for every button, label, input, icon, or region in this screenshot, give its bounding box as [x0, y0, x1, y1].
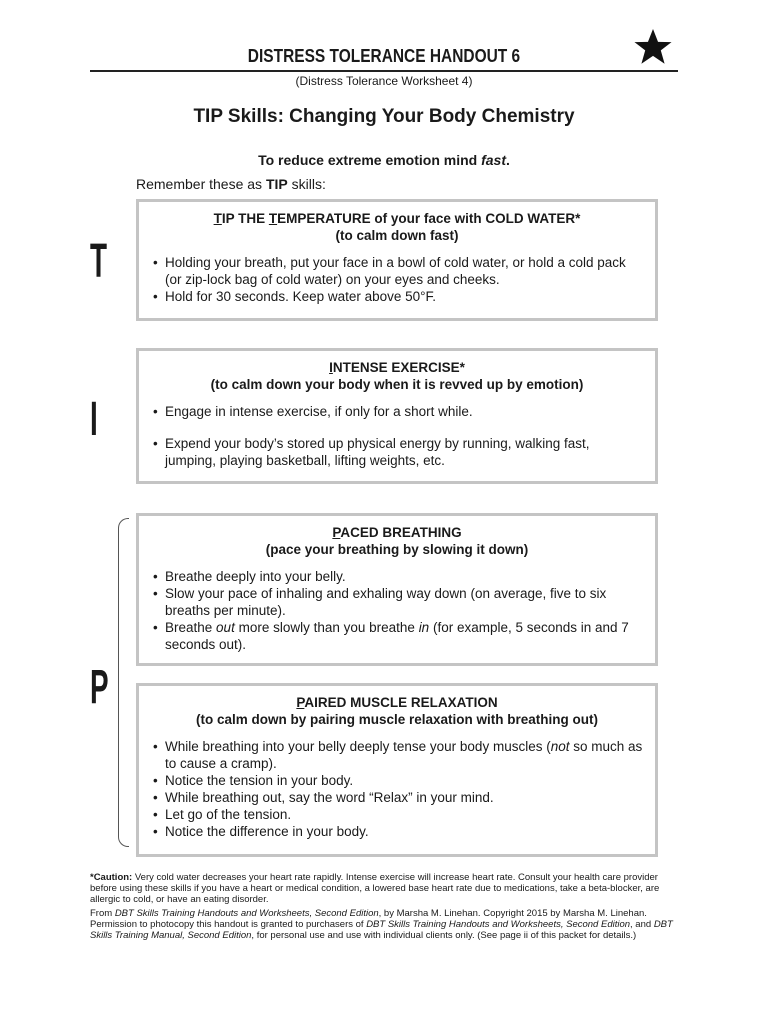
- list-item: • Notice the difference in your body.: [151, 823, 643, 840]
- exercise-heading: INTENSE EXERCISE*: [329, 360, 465, 375]
- letter-i: I: [90, 393, 98, 446]
- letter-t: T: [90, 235, 108, 288]
- breathing-heading: PACED BREATHING: [332, 525, 462, 540]
- page-title: TIP Skills: Changing Your Body Chemistry: [193, 106, 575, 127]
- letter-p: P: [90, 661, 109, 714]
- list-item: • Let go of the tension.: [151, 806, 643, 823]
- exercise-subheading: (to calm down your body when it is revved up by emotion): [210, 377, 584, 392]
- temperature-list: [151, 254, 643, 305]
- relaxation-heading: PAIRED MUSCLE RELAXATION: [296, 695, 498, 710]
- list-item: • Expend your body’s stored up physical energy by running, walking fast, jumping, playing basketball, lifting weights, etc.: [151, 435, 643, 469]
- exercise-box: [136, 348, 658, 484]
- list-item: • Engage in intense exercise, if only for a short while.: [151, 403, 643, 420]
- temperature-heading: TIP THE TEMPERATURE of your face with COLD WATER*: [213, 211, 581, 226]
- relaxation-subheading: (to calm down by pairing muscle relaxation with breathing out): [195, 712, 599, 727]
- list-item: • Holding your breath, put your face in a bowl of cold water, or hold a cold pack (or zip-lock bag of cold water) on your eyes and cheeks.: [151, 254, 643, 288]
- list-item: • While breathing into your belly deeply tense your body muscles (not so much as to cause a cramp).: [151, 738, 643, 772]
- temperature-subheading: (to calm down fast): [335, 228, 459, 243]
- list-item: • Slow your pace of inhaling and exhaling way down (on average, five to six breaths per minute).: [151, 585, 643, 619]
- exercise-list: [151, 403, 643, 469]
- handout-title: DISTRESS TOLERANCE HANDOUT 6: [247, 46, 521, 66]
- breathing-box: [136, 513, 658, 666]
- relaxation-list: [151, 738, 643, 840]
- breathing-list: [151, 568, 643, 653]
- intro-text: Remember these as TIP skills:: [136, 176, 326, 192]
- breathing-subheading: (pace your breathing by slowing it down): [265, 542, 529, 557]
- list-item: • Hold for 30 seconds. Keep water above 50°F.: [151, 288, 643, 305]
- list-item: • Breathe deeply into your belly.: [151, 568, 643, 585]
- caution-note: *Caution: Very cold water decreases your heart rate rapidly. Intense exercise will increase heart rate. Consult your health care provider before using these skills if you have a heart or medical condition, a lowered base heart rate due to medications, take a beta-blocker, are allergic to cold, or have an eating disorder.: [90, 872, 660, 905]
- header-divider: [90, 70, 678, 72]
- worksheet-reference: (Distress Tolerance Worksheet 4): [295, 74, 473, 88]
- tagline: To reduce extreme emotion mind fast.: [258, 152, 510, 168]
- list-item: • While breathing out, say the word “Relax” in your mind.: [151, 789, 643, 806]
- copyright-credit: From DBT Skills Training Handouts and Worksheets, Second Edition, by Marsha M. Linehan. Copyright 2015 by Marsha M. Linehan. Permission to photocopy this handout is granted to purchasers of DBT Skills Training Handouts and Worksheets, Second Edition, and DBT Skills Training Manual, Second Edition, for personal use and use with individual clients only. (See page ii of this packet for details.): [90, 908, 673, 941]
- p-bracket: [118, 518, 129, 847]
- relaxation-box: [136, 683, 658, 857]
- star-icon: [634, 28, 672, 66]
- temperature-box: [136, 199, 658, 321]
- list-item: • Notice the tension in your body.: [151, 772, 643, 789]
- list-item: • Breathe out more slowly than you breathe in (for example, 5 seconds in and 7 seconds out).: [151, 619, 643, 653]
